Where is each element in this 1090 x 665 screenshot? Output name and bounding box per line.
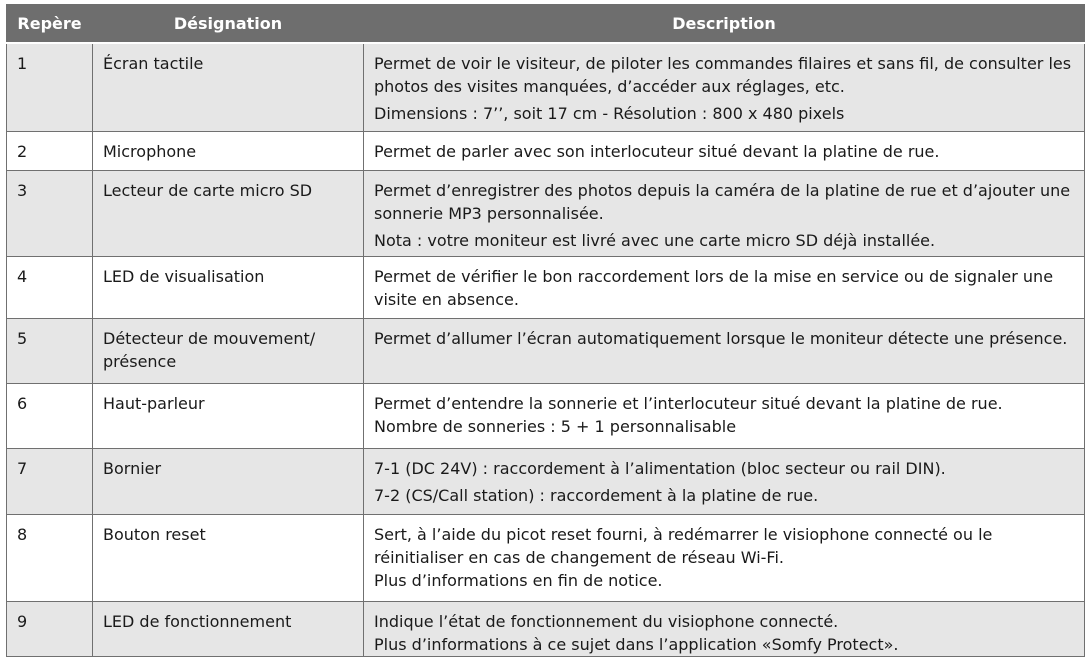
- description-line: Plus d’informations en fin de notice.: [374, 570, 663, 590]
- row-description: [364, 256, 1085, 318]
- row-description: [364, 383, 1085, 448]
- table-row: [7, 131, 1085, 170]
- row-description: [364, 514, 1085, 601]
- row-number: 8: [7, 514, 93, 601]
- header-designation: Désignation: [93, 5, 364, 44]
- row-description: [364, 170, 1085, 256]
- description-line: Permet de vérifier le bon raccordement lors de la mise en service ou de signaler une visite en absence.: [374, 266, 1054, 309]
- components-table: [6, 4, 1085, 657]
- row-designation: Écran tactile: [93, 43, 364, 131]
- table-row: [7, 318, 1085, 383]
- description-line: Sert, à l’aide du picot reset fourni, à redémarrer le visiophone connecté ou le réinitialiser en cas de changement de réseau Wi-Fi.: [374, 524, 993, 567]
- table-row: [7, 601, 1085, 656]
- row-number: 3: [7, 170, 93, 256]
- row-designation: Détecteur de mouvement/ présence: [93, 318, 364, 383]
- row-description: [364, 601, 1085, 656]
- table-row: [7, 170, 1085, 256]
- description-line: Nombre de sonneries : 5 + 1 personnalisable: [374, 416, 737, 436]
- table-row: [7, 43, 1085, 131]
- row-designation: LED de fonctionnement: [93, 601, 364, 656]
- description-line: Permet de parler avec son interlocuteur situé devant la platine de rue.: [374, 141, 940, 161]
- row-designation: Bornier: [93, 448, 364, 514]
- description-line: Permet d’allumer l’écran automatiquement lorsque le moniteur détecte une présence.: [374, 328, 1068, 348]
- table-row: [7, 514, 1085, 601]
- description-line: Plus d’informations à ce sujet dans l’application «Somfy Protect».: [374, 634, 899, 654]
- table-row: [7, 383, 1085, 448]
- row-description: [364, 448, 1085, 514]
- description-line: 7-1 (DC 24V) : raccordement à l’alimentation (bloc secteur ou rail DIN).: [374, 458, 946, 478]
- description-line: Permet de voir le visiteur, de piloter les commandes filaires et sans fil, de consulter les photos des visites manquées, d’accéder aux réglages, etc.: [374, 54, 1072, 96]
- row-number: 9: [7, 601, 93, 656]
- header-repere: Repère: [7, 5, 93, 44]
- table-header-row: [7, 5, 1085, 44]
- row-number: 4: [7, 256, 93, 318]
- row-designation: Lecteur de carte micro SD: [93, 170, 364, 256]
- description-line: Permet d’enregistrer des photos depuis la caméra de la platine de rue et d’ajouter une sonnerie MP3 personnalisée.: [374, 180, 1071, 223]
- description-line: Indique l’état de fonctionnement du visiophone connecté.: [374, 611, 839, 631]
- row-description: [364, 43, 1085, 131]
- description-line: Dimensions : 7’’, soit 17 cm - Résolution : 800 x 480 pixels: [374, 104, 845, 123]
- row-number: 2: [7, 131, 93, 170]
- row-number: 5: [7, 318, 93, 383]
- header-description: Description: [364, 5, 1085, 44]
- description-line: 7-2 (CS/Call station) : raccordement à la platine de rue.: [374, 485, 819, 505]
- row-designation: Microphone: [93, 131, 364, 170]
- row-number: 1: [7, 43, 93, 131]
- table-row: [7, 448, 1085, 514]
- row-designation: Bouton reset: [93, 514, 364, 601]
- row-description: [364, 131, 1085, 170]
- row-designation: Haut-parleur: [93, 383, 364, 448]
- table-row: [7, 256, 1085, 318]
- row-number: 6: [7, 383, 93, 448]
- row-description: [364, 318, 1085, 383]
- row-designation: LED de visualisation: [93, 256, 364, 318]
- description-line: Permet d’entendre la sonnerie et l’interlocuteur situé devant la platine de rue.: [374, 393, 1003, 413]
- row-number: 7: [7, 448, 93, 514]
- description-line: Nota : votre moniteur est livré avec une carte micro SD déjà installée.: [374, 230, 936, 250]
